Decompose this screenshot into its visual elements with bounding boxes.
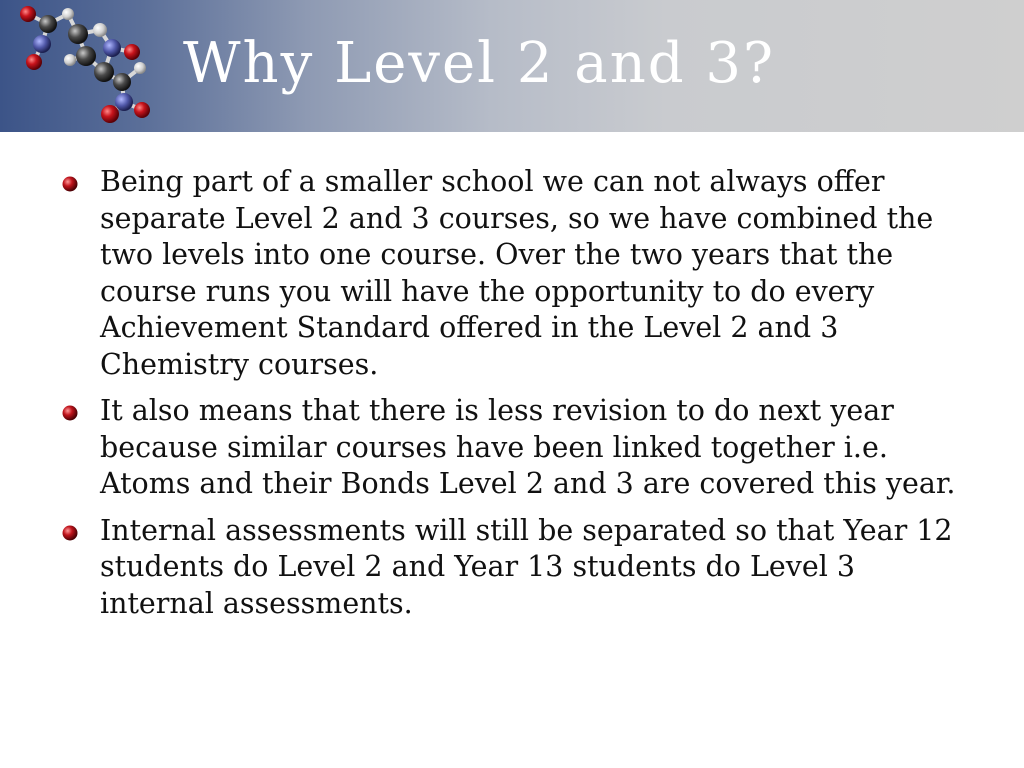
bullet-text: Internal assessments will still be separated so that Year 12 students do Level 2 and Year 13 students do Level 3 internal assessments.	[100, 513, 953, 620]
bullet-text: Being part of a smaller school we can not always offer separate Level 2 and 3 courses, so we have combined the two levels into one course. Over the two years that the course runs you will have the opportunity to do every Achievement Standard offered in the Level 2 and 3 Chemistry courses.	[100, 165, 934, 381]
bullet-item	[58, 393, 958, 503]
bullet-item	[58, 164, 958, 383]
bullet-text: It also means that there is less revision to do next year because similar courses have been linked together i.e. Atoms and their Bonds Level 2 and 3 are covered this year.	[100, 394, 956, 500]
red-sphere-bullet-icon	[62, 525, 78, 541]
molecule-model-icon	[0, 0, 175, 132]
slide-header	[0, 0, 1024, 132]
bullet-item	[58, 513, 958, 623]
red-sphere-bullet-icon	[62, 176, 78, 192]
slide-title: Why Level 2 and 3?	[183, 31, 776, 96]
red-sphere-bullet-icon	[62, 405, 78, 421]
bullet-list	[58, 164, 958, 632]
